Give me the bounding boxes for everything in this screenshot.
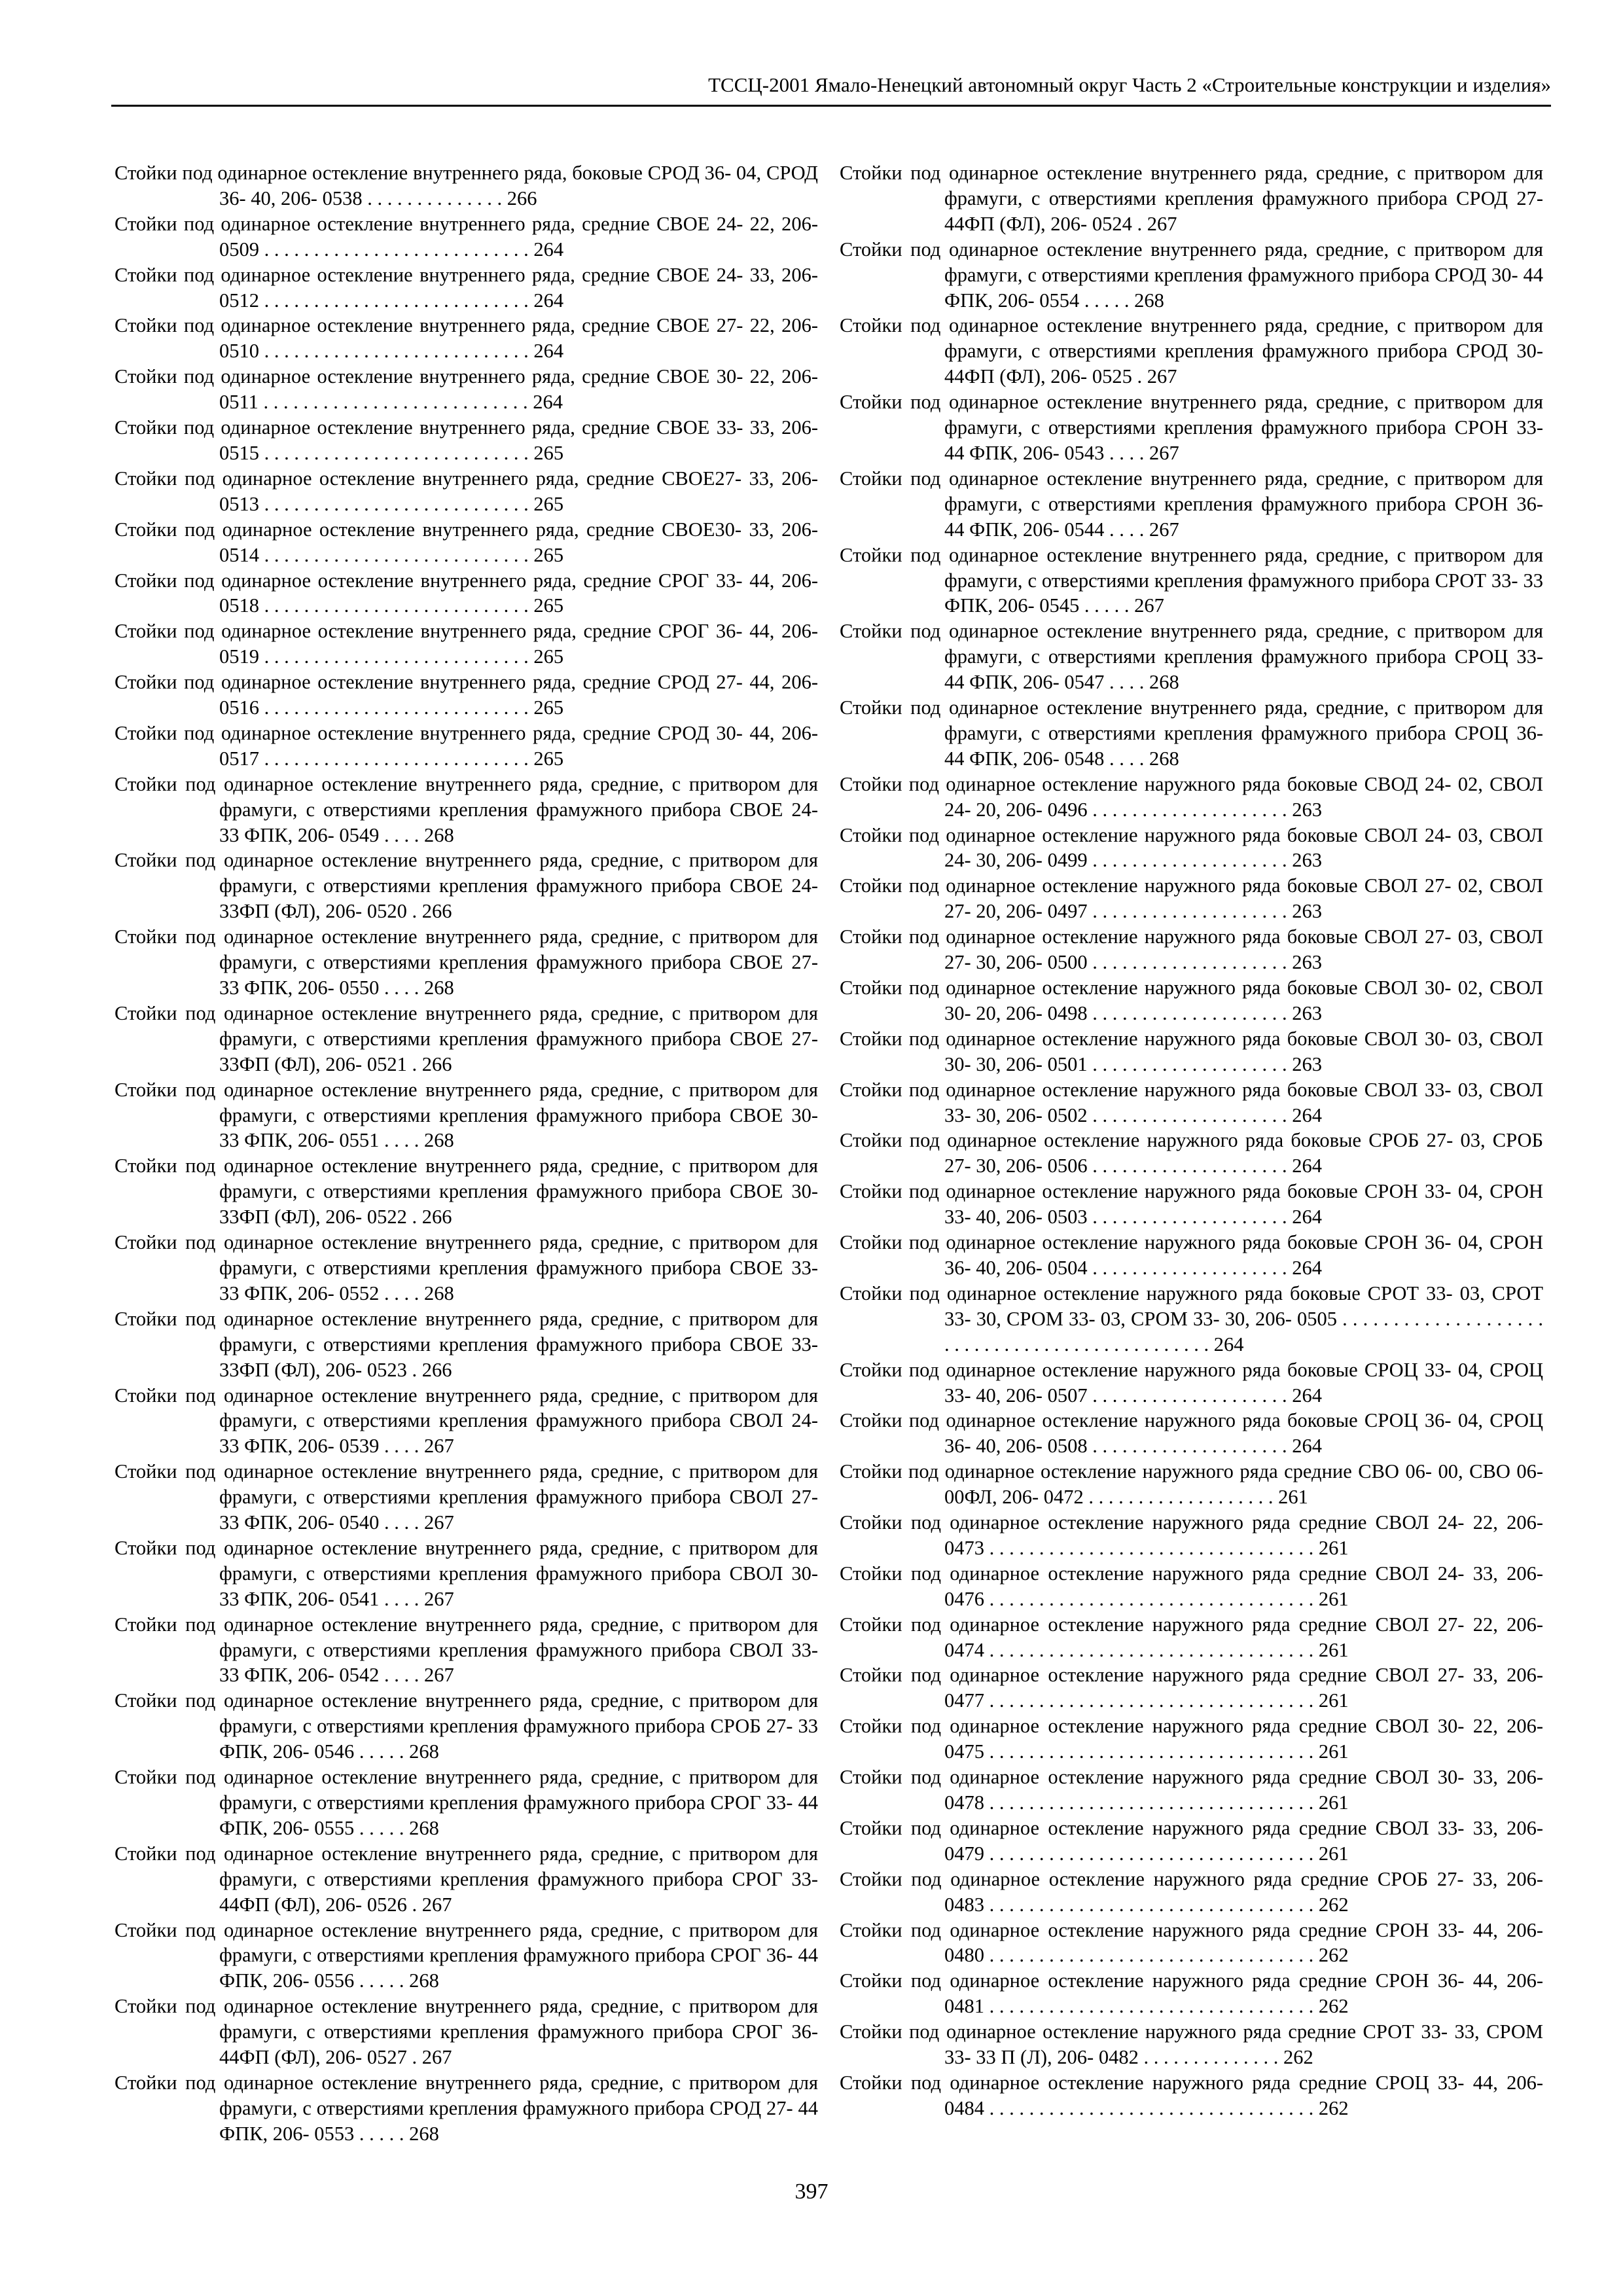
index-entry: Стойки под одинарное остекление наружного ряда средние СРОТ 33- 33, СРОМ 33- 33 П (Л), 206- 0482 . . . . . . . . . . . . . . 262 <box>840 2020 1543 2069</box>
index-entry: Стойки под одинарное остекление наружного ряда боковые СРОН 33- 04, СРОН 33- 40, 206- 0503 . . . . . . . . . . . . . . . . . . . . 264 <box>840 1180 1543 1229</box>
index-entry: Стойки под одинарное остекление внутреннего ряда, средние, с притвором для фрамуги, с отверстиями крепления фрамужного прибора СРОД 27- 44ФП (ФЛ), 206- 0524 . 267 <box>840 162 1543 235</box>
index-entry: Стойки под одинарное остекление внутреннего ряда, средние, с притвором для фрамуги, с отверстиями крепления фрамужного прибора СВОЛ 27- 33 ФПК, 206- 0540 . . . . 267 <box>115 1460 818 1534</box>
index-entry: Стойки под одинарное остекление внутреннего ряда, средние, с притвором для фрамуги, с отверстиями крепления фрамужного прибора СРОН 33- 44 ФПК, 206- 0543 . . . . 267 <box>840 391 1543 464</box>
index-entry: Стойки под одинарное остекление внутреннего ряда, средние, с притвором для фрамуги, с отверстиями крепления фрамужного прибора СВОЕ 24- 33 ФПК, 206- 0549 . . . . 268 <box>115 772 818 846</box>
index-entry: Стойки под одинарное остекление внутреннего ряда, средние, с притвором для фрамуги, с отверстиями крепления фрамужного прибора СВОЛ 33- 33 ФПК, 206- 0542 . . . . 267 <box>115 1613 818 1687</box>
index-entry: Стойки под одинарное остекление наружного ряда боковые СВОЛ 27- 03, СВОЛ 27- 30, 206- 0500 . . . . . . . . . . . . . . . . . . . . 263 <box>840 925 1543 974</box>
index-entry: Стойки под одинарное остекление внутреннего ряда, средние СВОЕ27- 33, 206- 0513 . . . . . . . . . . . . . . . . . . . . . . . . . . . 265 <box>115 467 818 515</box>
index-entry: Стойки под одинарное остекление наружного ряда боковые СВОЛ 27- 02, СВОЛ 27- 20, 206- 0497 . . . . . . . . . . . . . . . . . . . . 263 <box>840 874 1543 923</box>
index-entry: Стойки под одинарное остекление наружного ряда средние СРОЦ 33- 44, 206- 0484 . . . . . . . . . . . . . . . . . . . . . . . . . . . . . . . . . 262 <box>840 2071 1543 2119</box>
index-entry: Стойки под одинарное остекление наружного ряда средние СВОЛ 33- 33, 206- 0479 . . . . . . . . . . . . . . . . . . . . . . . . . . . . . . . . . 261 <box>840 1816 1543 1865</box>
index-entry: Стойки под одинарное остекление наружного ряда боковые СВОД 24- 02, СВОЛ 24- 20, 206- 0496 . . . . . . . . . . . . . . . . . . . . 263 <box>840 772 1543 821</box>
index-entry: Стойки под одинарное остекление наружного ряда боковые СВОЛ 30- 03, СВОЛ 30- 30, 206- 0501 . . . . . . . . . . . . . . . . . . . . 263 <box>840 1027 1543 1075</box>
index-entry: Стойки под одинарное остекление внутреннего ряда, средние СВОЕ 24- 33, 206- 0512 . . . . . . . . . . . . . . . . . . . . . . . . . . . 264 <box>115 263 818 312</box>
index-entry: Стойки под одинарное остекление наружного ряда боковые СРОН 36- 04, СРОН 36- 40, 206- 0504 . . . . . . . . . . . . . . . . . . . . 264 <box>840 1231 1543 1279</box>
index-entry: Стойки под одинарное остекление наружного ряда средние СРОБ 27- 33, 206- 0483 . . . . . . . . . . . . . . . . . . . . . . . . . . . . . . . . . 262 <box>840 1867 1543 1916</box>
index-entry: Стойки под одинарное остекление внутреннего ряда, средние СРОД 30- 44, 206- 0517 . . . . . . . . . . . . . . . . . . . . . . . . . . . 265 <box>115 721 818 770</box>
index-entry: Стойки под одинарное остекление наружного ряда средние СВОЛ 27- 22, 206- 0474 . . . . . . . . . . . . . . . . . . . . . . . . . . . . . . . . . 261 <box>840 1613 1543 1661</box>
index-entry: Стойки под одинарное остекление внутреннего ряда, средние, с притвором для фрамуги, с отверстиями крепления фрамужного прибора СВОЕ 24- 33ФП (ФЛ), 206- 0520 . 266 <box>115 849 818 923</box>
index-entry: Стойки под одинарное остекление внутреннего ряда, средние, с притвором для фрамуги, с отверстиями крепления фрамужного прибора СВОЕ 33- 33 ФПК, 206- 0552 . . . . 268 <box>115 1231 818 1304</box>
index-entry: Стойки под одинарное остекление внутреннего ряда, средние, с притвором для фрамуги, с отверстиями крепления фрамужного прибора СРОГ 33- 44ФП (ФЛ), 206- 0526 . 267 <box>115 1842 818 1916</box>
index-entry: Стойки под одинарное остекление наружного ряда средние СВОЛ 27- 33, 206- 0477 . . . . . . . . . . . . . . . . . . . . . . . . . . . . . . . . . 261 <box>840 1664 1543 1712</box>
index-entry: Стойки под одинарное остекление внутреннего ряда, средние СРОГ 33- 44, 206- 0518 . . . . . . . . . . . . . . . . . . . . . . . . . . . 265 <box>115 569 818 617</box>
index-entry: Стойки под одинарное остекление наружного ряда боковые СРОТ 33- 03, СРОТ 33- 30, СРОМ 33- 03, СРОМ 33- 30, 206- 0505 . . . . . . . . . . . . . . . . . . . . . . . . . . . . . . . . . . . . . . . . . . . . . . . 264 <box>840 1282 1543 1355</box>
index-entry: Стойки под одинарное остекление внутреннего ряда, средние, с притвором для фрамуги, с отверстиями крепления фрамужного прибора СРОД 30- 44ФП (ФЛ), 206- 0525 . 267 <box>840 314 1543 388</box>
index-entry: Стойки под одинарное остекление внутреннего ряда, средние, с притвором для фрамуги, с отверстиями крепления фрамужного прибора СВОЕ 30- 33ФП (ФЛ), 206- 0522 . 266 <box>115 1155 818 1229</box>
index-entry: Стойки под одинарное остекление наружного ряда боковые СРОЦ 36- 04, СРОЦ 36- 40, 206- 0508 . . . . . . . . . . . . . . . . . . . . 264 <box>840 1409 1543 1458</box>
index-entry: Стойки под одинарное остекление наружного ряда средние СРОН 36- 44, 206- 0481 . . . . . . . . . . . . . . . . . . . . . . . . . . . . . . . . . 262 <box>840 1969 1543 2018</box>
index-entry: Стойки под одинарное остекление внутреннего ряда, средние, с притвором для фрамуги, с отверстиями крепления фрамужного прибора СРОБ 27- 33 ФПК, 206- 0546 . . . . . 268 <box>115 1689 818 1763</box>
index-entry: Стойки под одинарное остекление наружного ряда средние СВОЛ 30- 22, 206- 0475 . . . . . . . . . . . . . . . . . . . . . . . . . . . . . . . . . 261 <box>840 1715 1543 1763</box>
index-entry: Стойки под одинарное остекление внутреннего ряда, средние, с притвором для фрамуги, с отверстиями крепления фрамужного прибора СРОГ 36- 44ФП (ФЛ), 206- 0527 . 267 <box>115 1995 818 2069</box>
index-entry: Стойки под одинарное остекление внутреннего ряда, средние, с притвором для фрамуги, с отверстиями крепления фрамужного прибора СВОЕ 27- 33ФП (ФЛ), 206- 0521 . 266 <box>115 1001 818 1075</box>
index-entry: Стойки под одинарное остекление наружного ряда боковые СРОБ 27- 03, СРОБ 27- 30, 206- 0506 . . . . . . . . . . . . . . . . . . . . 264 <box>840 1129 1543 1177</box>
page-number: 397 <box>794 2179 829 2204</box>
index-entry: Стойки под одинарное остекление внутреннего ряда, средние СВОЕ 27- 22, 206- 0510 . . . . . . . . . . . . . . . . . . . . . . . . . . . 264 <box>115 314 818 363</box>
index-entry: Стойки под одинарное остекление наружного ряда боковые СВОЛ 33- 03, СВОЛ 33- 30, 206- 0502 . . . . . . . . . . . . . . . . . . . . 264 <box>840 1078 1543 1126</box>
index-entry: Стойки под одинарное остекление наружного ряда средние СВОЛ 24- 33, 206- 0476 . . . . . . . . . . . . . . . . . . . . . . . . . . . . . . . . . 261 <box>840 1562 1543 1610</box>
index-entry: Стойки под одинарное остекление наружного ряда средние СВОЛ 30- 33, 206- 0478 . . . . . . . . . . . . . . . . . . . . . . . . . . . . . . . . . 261 <box>840 1766 1543 1814</box>
index-entry: Стойки под одинарное остекление наружного ряда боковые СРОЦ 33- 04, СРОЦ 33- 40, 206- 0507 . . . . . . . . . . . . . . . . . . . . 264 <box>840 1358 1543 1407</box>
index-entry: Стойки под одинарное остекление внутреннего ряда, средние СРОД 27- 44, 206- 0516 . . . . . . . . . . . . . . . . . . . . . . . . . . . 265 <box>115 671 818 719</box>
header-title: ТССЦ-2001 Ямало-Ненецкий автономный округ Часть 2 «Строительные конструкции и изделия» <box>708 73 1551 96</box>
index-entry: Стойки под одинарное остекление наружного ряда средние СРОН 33- 44, 206- 0480 . . . . . . . . . . . . . . . . . . . . . . . . . . . . . . . . . 262 <box>840 1918 1543 1967</box>
index-entry: Стойки под одинарное остекление внутреннего ряда, средние СВОЕ 30- 22, 206- 0511 . . . . . . . . . . . . . . . . . . . . . . . . . . . 264 <box>115 365 818 414</box>
index-entry: Стойки под одинарное остекление внутреннего ряда, средние, с притвором для фрамуги, с отверстиями крепления фрамужного прибора СВОЕ 30- 33 ФПК, 206- 0551 . . . . 268 <box>115 1078 818 1152</box>
index-entry: Стойки под одинарное остекление внутреннего ряда, средние, с притвором для фрамуги, с отверстиями крепления фрамужного прибора СРОЦ 36- 44 ФПК, 206- 0548 . . . . 268 <box>840 696 1543 770</box>
index-entry: Стойки под одинарное остекление внутреннего ряда, средние, с притвором для фрамуги, с отверстиями крепления фрамужного прибора СРОТ 33- 33 ФПК, 206- 0545 . . . . . 267 <box>840 543 1543 617</box>
index-entry: Стойки под одинарное остекление наружного ряда средние СВОЛ 24- 22, 206- 0473 . . . . . . . . . . . . . . . . . . . . . . . . . . . . . . . . . 261 <box>840 1511 1543 1559</box>
index-entry: Стойки под одинарное остекление внутреннего ряда, боковые СРОД 36- 04, СРОД 36- 40, 206- 0538 . . . . . . . . . . . . . . 266 <box>115 162 818 209</box>
index-entry: Стойки под одинарное остекление внутреннего ряда, средние, с притвором для фрамуги, с отверстиями крепления фрамужного прибора СРОД 30- 44 ФПК, 206- 0554 . . . . . 268 <box>840 238 1543 312</box>
index-entry: Стойки под одинарное остекление внутреннего ряда, средние, с притвором для фрамуги, с отверстиями крепления фрамужного прибора СРОД 27- 44 ФПК, 206- 0553 . . . . . 268 <box>115 2071 818 2145</box>
index-entry: Стойки под одинарное остекление внутреннего ряда, средние СВОЕ 33- 33, 206- 0515 . . . . . . . . . . . . . . . . . . . . . . . . . . . 265 <box>115 416 818 464</box>
index-column-left <box>115 160 818 2147</box>
index-entry: Стойки под одинарное остекление внутреннего ряда, средние, с притвором для фрамуги, с отверстиями крепления фрамужного прибора СРОГ 36- 44 ФПК, 206- 0556 . . . . . 268 <box>115 1918 818 1992</box>
index-entry: Стойки под одинарное остекление внутреннего ряда, средние, с притвором для фрамуги, с отверстиями крепления фрамужного прибора СВОЛ 30- 33 ФПК, 206- 0541 . . . . 267 <box>115 1536 818 1610</box>
index-entry: Стойки под одинарное остекление внутреннего ряда, средние, с притвором для фрамуги, с отверстиями крепления фрамужного прибора СРОЦ 33- 44 ФПК, 206- 0547 . . . . 268 <box>840 620 1543 694</box>
index-entry: Стойки под одинарное остекление наружного ряда боковые СВОЛ 30- 02, СВОЛ 30- 20, 206- 0498 . . . . . . . . . . . . . . . . . . . . 263 <box>840 977 1543 1024</box>
index-entry: Стойки под одинарное остекление внутреннего ряда, средние, с притвором для фрамуги, с отверстиями крепления фрамужного прибора СРОГ 33- 44 ФПК, 206- 0555 . . . . . 268 <box>115 1766 818 1839</box>
running-header <box>111 71 1551 107</box>
index-entry: Стойки под одинарное остекление внутреннего ряда, средние СРОГ 36- 44, 206- 0519 . . . . . . . . . . . . . . . . . . . . . . . . . . . 265 <box>115 620 818 668</box>
index-entry: Стойки под одинарное остекление наружного ряда средние СВО 06- 00, СВО 06- 00ФЛ, 206- 0472 . . . . . . . . . . . . . . . . . . . 261 <box>840 1460 1543 1509</box>
index-entry: Стойки под одинарное остекление внутреннего ряда, средние, с притвором для фрамуги, с отверстиями крепления фрамужного прибора СВОЕ 33- 33ФП (ФЛ), 206- 0523 . 266 <box>115 1307 818 1381</box>
index-entry: Стойки под одинарное остекление внутреннего ряда, средние СВОЕ30- 33, 206- 0514 . . . . . . . . . . . . . . . . . . . . . . . . . . . 265 <box>115 518 818 566</box>
index-entry: Стойки под одинарное остекление внутреннего ряда, средние, с притвором для фрамуги, с отверстиями крепления фрамужного прибора СВОЕ 27- 33 ФПК, 206- 0550 . . . . 268 <box>115 925 818 999</box>
index-column-right <box>840 160 1543 2121</box>
index-entry: Стойки под одинарное остекление внутреннего ряда, средние, с притвором для фрамуги, с отверстиями крепления фрамужного прибора СВОЛ 24- 33 ФПК, 206- 0539 . . . . 267 <box>115 1384 818 1458</box>
index-entry: Стойки под одинарное остекление внутреннего ряда, средние СВОЕ 24- 22, 206- 0509 . . . . . . . . . . . . . . . . . . . . . . . . . . . 264 <box>115 212 818 260</box>
index-entry: Стойки под одинарное остекление внутреннего ряда, средние, с притвором для фрамуги, с отверстиями крепления фрамужного прибора СРОН 36- 44 ФПК, 206- 0544 . . . . 267 <box>840 467 1543 541</box>
index-entry: Стойки под одинарное остекление наружного ряда боковые СВОЛ 24- 03, СВОЛ 24- 30, 206- 0499 . . . . . . . . . . . . . . . . . . . . 263 <box>840 823 1543 872</box>
